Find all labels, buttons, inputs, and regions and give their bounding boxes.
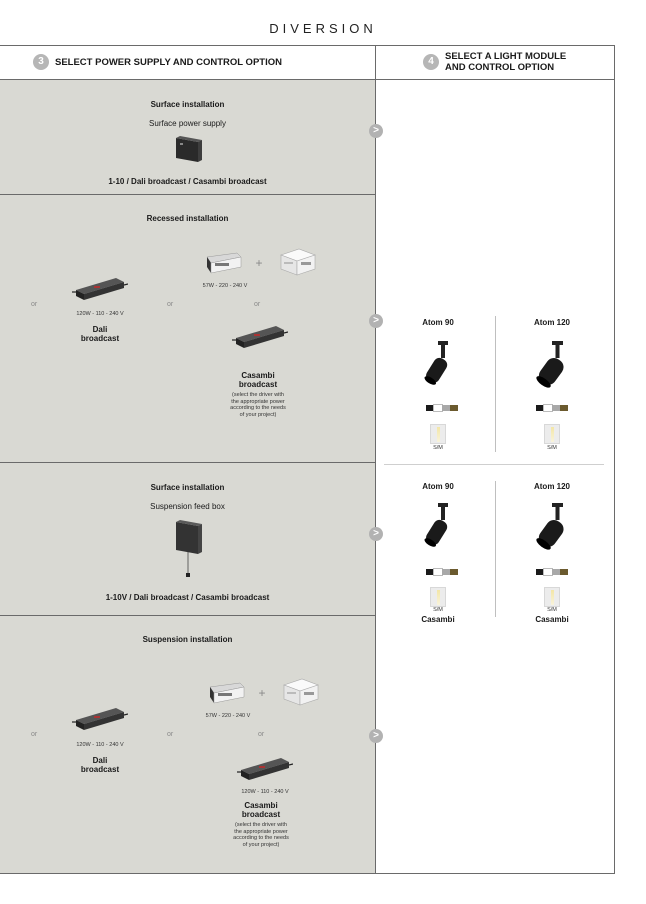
p2-note-line2: the appropriate power [231, 398, 285, 405]
beam-label: S/M [433, 445, 443, 451]
module-atom-120-row1[interactable] [512, 318, 592, 458]
small-driver-image-2 [206, 681, 246, 705]
casambi-driver-image [232, 324, 288, 350]
small-driver-image [203, 251, 243, 275]
module-row2-separator [495, 481, 496, 617]
p4-or-1: or [31, 731, 38, 738]
p4-dali-label [60, 756, 140, 774]
header-top-line [0, 45, 614, 46]
casambi-box-image [277, 245, 319, 279]
p2-dali-label-line1: Dali [92, 325, 108, 334]
p2-note-line1: (select the driver with [232, 392, 284, 398]
step-4-title-line2: AND CONTROL OPTION [445, 62, 555, 73]
next-arrow-2[interactable]: > [369, 314, 383, 328]
p4-casambi-spec: 120W - 110 - 240 V [241, 789, 289, 795]
p4-note-line1: (select the driver with [235, 822, 287, 828]
control-label: Casambi [421, 615, 455, 624]
p2-casambi-label [218, 371, 298, 389]
beam-icon [544, 424, 560, 444]
module-row1-separator [495, 316, 496, 452]
spotlight-icon [530, 502, 574, 552]
panel-recessed-installation [0, 195, 375, 462]
p2-note-line4: of your project) [239, 411, 277, 418]
p4-dali-label-line1: Dali [92, 756, 108, 765]
step-3-title: SELECT POWER SUPPLY AND CONTROL OPTION [55, 57, 282, 68]
finish-white[interactable] [544, 405, 552, 411]
casambi-driver-image-2 [237, 756, 293, 782]
module-rows-separator [384, 464, 604, 465]
finish-grey[interactable] [552, 405, 560, 411]
casambi-box-image-2 [280, 675, 322, 709]
next-arrow-1[interactable]: > [369, 124, 383, 138]
finish-black[interactable] [536, 569, 544, 575]
finish-grey[interactable] [442, 405, 450, 411]
panel-suspension-installation [0, 616, 375, 873]
p4-plus: + [258, 686, 266, 700]
p4-or-2: or [167, 731, 174, 738]
finish-grey[interactable] [442, 569, 450, 575]
p2-note-line3: according to the needs [230, 405, 286, 411]
p2-note [213, 392, 303, 418]
column-divider [375, 45, 376, 874]
beam-label: S/M [433, 607, 443, 613]
p4-combo-spec: 57W - 220 - 240 V [205, 713, 251, 719]
spotlight-icon [420, 340, 456, 388]
p4-casambi-label-line2: broadcast [241, 810, 281, 819]
finish-bronze[interactable] [560, 405, 568, 411]
p2-or-1: or [31, 301, 38, 308]
p2-or-2: or [167, 301, 174, 308]
dali-driver-image-2 [72, 706, 128, 732]
module-name: Atom 90 [422, 318, 454, 327]
finish-bronze[interactable] [450, 405, 458, 411]
finish-black[interactable] [426, 569, 434, 575]
step-4-title-line1: SELECT A LIGHT MODULE [445, 51, 567, 62]
p2-casambi-label-line1: Casambi [241, 371, 275, 380]
finish-grey[interactable] [552, 569, 560, 575]
right-border [614, 45, 615, 874]
p2-or-3: or [254, 301, 261, 308]
p4-dali-label-line2: broadcast [80, 765, 120, 774]
suspension-feed-box-image [170, 518, 204, 580]
p4-casambi-label [221, 801, 301, 819]
p2-title: Recessed installation [146, 214, 229, 223]
beam-icon [430, 587, 446, 607]
finish-white[interactable] [434, 405, 442, 411]
p4-casambi-label-line1: Casambi [244, 801, 278, 810]
p4-note-line4: of your project) [242, 841, 280, 848]
surface-power-supply-image [170, 134, 204, 166]
p3-subtitle: Suspension feed box [150, 502, 225, 511]
module-name: Atom 120 [533, 482, 570, 491]
control-label: Casambi [535, 615, 569, 624]
step-3-number: 3 [33, 54, 49, 70]
p2-casambi-label-line2: broadcast [238, 380, 278, 389]
p2-combo-spec: 57W - 220 - 240 V [202, 283, 248, 289]
next-arrow-4[interactable]: > [369, 729, 383, 743]
module-atom-120-row2[interactable] [512, 482, 592, 632]
spotlight-icon [530, 340, 574, 390]
bottom-border [0, 873, 615, 874]
step-4-number: 4 [423, 54, 439, 70]
p4-note [216, 822, 306, 848]
p3-footer: 1-10V / Dali broadcast / Casambi broadcast [105, 593, 270, 602]
beam-icon [430, 424, 446, 444]
p2-plus: + [255, 256, 263, 270]
p4-title: Suspension installation [142, 635, 233, 644]
module-atom-90-row2[interactable] [398, 482, 478, 632]
p2-dali-label [60, 325, 140, 343]
next-arrow-3[interactable]: > [369, 527, 383, 541]
finish-black[interactable] [426, 405, 434, 411]
finish-black[interactable] [536, 405, 544, 411]
p2-dali-label-line2: broadcast [80, 334, 120, 343]
finish-bronze[interactable] [560, 569, 568, 575]
beam-label: S/M [547, 445, 557, 451]
p4-note-line3: according to the needs [233, 835, 289, 841]
step-4-title [445, 51, 566, 73]
p4-dali-spec: 120W - 110 - 240 V [76, 742, 124, 748]
p1-title: Surface installation [150, 100, 225, 109]
beam-icon [544, 587, 560, 607]
p4-or-3: or [258, 731, 265, 738]
brand-title: DIVERSION [269, 21, 377, 36]
p3-title: Surface installation [150, 483, 225, 492]
p1-footer: 1-10 / Dali broadcast / Casambi broadcast [108, 177, 267, 186]
spotlight-icon [420, 502, 456, 550]
p2-dali-spec: 120W - 110 - 240 V [76, 311, 124, 317]
module-atom-90-row1[interactable] [398, 318, 478, 458]
module-name: Atom 90 [422, 482, 454, 491]
finish-white[interactable] [544, 569, 552, 575]
p1-subtitle: Surface power supply [149, 119, 226, 128]
finish-bronze[interactable] [450, 569, 458, 575]
dali-driver-image [72, 276, 128, 302]
finish-white[interactable] [434, 569, 442, 575]
p4-note-line2: the appropriate power [234, 828, 288, 835]
beam-label: S/M [547, 607, 557, 613]
module-name: Atom 120 [533, 318, 570, 327]
